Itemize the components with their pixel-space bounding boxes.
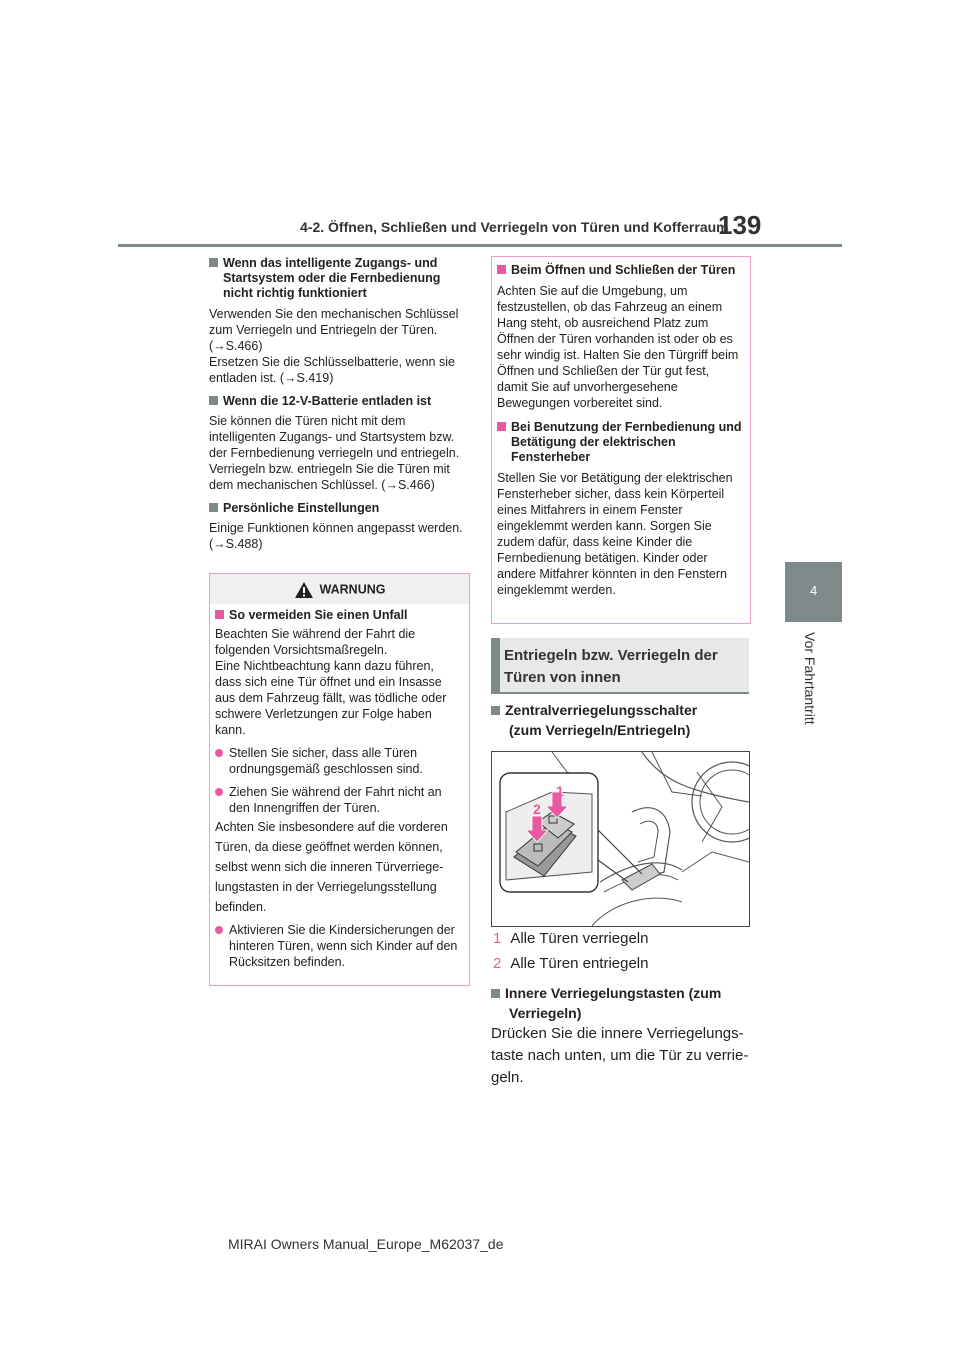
item-lock-all: 1 Alle Türen verriegeln — [493, 930, 649, 947]
locking-switch-illustration — [491, 751, 750, 927]
warning-header — [210, 574, 469, 604]
section-banner — [491, 638, 749, 694]
caution-heading-windows: Bei Benutzung der Fernbedienung und Betätigung der elektrischen Fensterheber — [497, 420, 743, 465]
door-panel-drawing — [492, 752, 749, 926]
para-inner-lock: Drücken Sie die innere Verriegelungs- taste nach unten, um die Tür zu verrie- geln. — [491, 1025, 749, 1086]
warning-bullet-2-continuation: Achten Sie insbesondere auf die vorderen Türen, da diese geöffnet werden können, selbst wenn sich die inneren Türverriege- lungstasten in der Verriegelungsstellung befinden. — [215, 820, 448, 914]
warning-subtitle: So vermeiden Sie einen Unfall — [215, 608, 463, 623]
heading-central-locking: Zentralverriegelungsschalter (zum Verriegeln/Entriegeln) — [491, 700, 751, 740]
banner-line-1: Entriegeln bzw. Verriegeln der — [504, 647, 718, 664]
heading-smart-entry: Wenn das intelligente Zugangs- und Startsystem oder die Fernbedienung nicht richtig funktioniert — [209, 256, 471, 301]
warning-bullet-1: Stellen Sie sicher, dass alle Türen ordnungsgemäß geschlossen sind. — [215, 745, 463, 777]
section-title: 4-2. Öffnen, Schließen und Verriegeln von Türen und Kofferraum — [300, 219, 729, 235]
para-mechanical-key: Verwenden Sie den mechanischen Schlüssel zum Verriegeln und Entriegeln der Türen. (→S.466) — [209, 307, 459, 353]
caution-para-windows: Stellen Sie vor Betätigung der elektrischen Fensterheber sicher, dass kein Körperteil eines Mitfahrers in einem Fenster eingeklemmt werden kann. Sorgen Sie zudem dafür, dass keine Kinder die Fernbedienung betätigen. Kinder oder andere Mitfahrer könnten in den Fenstern eingeklemmt werden. — [497, 471, 733, 597]
para-battery: Ersetzen Sie die Schlüsselbatterie, wenn sie entladen ist. (→S.419) — [209, 355, 455, 385]
para-12v-battery: Sie können die Türen nicht mit dem intelligenten Zugangs- und Startsystem bzw. der Fernbedienung verriegeln und entriegeln. Verriegeln bzw. entriegeln Sie die Türen mit dem mechanischen Schlüssel. (→S.466) — [209, 414, 460, 492]
heading-inner-lock-buttons: Innere Verriegelungstasten (zum Verriegeln) — [491, 983, 751, 1023]
warning-triangle-icon — [294, 581, 314, 599]
warning-title: WARNUNG — [319, 582, 386, 597]
header-rule — [118, 244, 842, 247]
chapter-number: 4 — [810, 583, 818, 598]
banner-line-2: Türen von innen — [504, 669, 621, 686]
warning-box — [209, 573, 470, 986]
callout-1: 1 — [556, 783, 564, 799]
warning-bullet-3: Aktivieren Sie die Kindersicherungen der hinteren Türen, wenn sich Kinder auf den Rücksitzen befinden. — [215, 922, 463, 970]
caution-box — [491, 256, 751, 624]
warning-bullet-2: Ziehen Sie während der Fahrt nicht an den Innengriffen der Türen. — [215, 784, 463, 816]
warning-para-2: Eine Nichtbeachtung kann dazu führen, dass sich eine Tür öffnet und ein Insasse aus dem Fahrzeug fällt, was tödliche oder schwere Verletzungen zur Folge haben kann. — [215, 659, 447, 737]
page-number: 139 — [718, 210, 762, 240]
chapter-label: Vor Fahrtantritt — [802, 632, 818, 725]
warning-para-1: Beachten Sie während der Fahrt die folgenden Vorsichtsmaßregeln. — [215, 627, 416, 657]
heading-personal-settings: Persönliche Einstellungen — [209, 501, 471, 516]
callout-2: 2 — [533, 801, 541, 817]
caution-para-doors: Achten Sie auf die Umgebung, um festzustellen, ob das Fahrzeug an einem Hang steht, ob ausreichend Platz zum Öffnen der Türen vorhanden ist oder ob es sehr windig ist. Halten Sie den Türgriff beim Öffnen und Schließen der Tür gut fest, damit Sie auf unvorhergesehene Bewegungen vorbereitet sind. — [497, 284, 739, 410]
caution-heading-doors: Beim Öffnen und Schließen der Türen — [497, 263, 743, 278]
left-column — [209, 256, 471, 552]
item-unlock-all: 2 Alle Türen entriegeln — [493, 955, 649, 972]
footer-text: MIRAI Owners Manual_Europe_M62037_de — [228, 1236, 504, 1252]
heading-12v-battery: Wenn die 12-V-Batterie entladen ist — [209, 394, 471, 409]
para-personal-settings: Einige Funktionen können angepasst werden. (→S.488) — [209, 521, 463, 551]
